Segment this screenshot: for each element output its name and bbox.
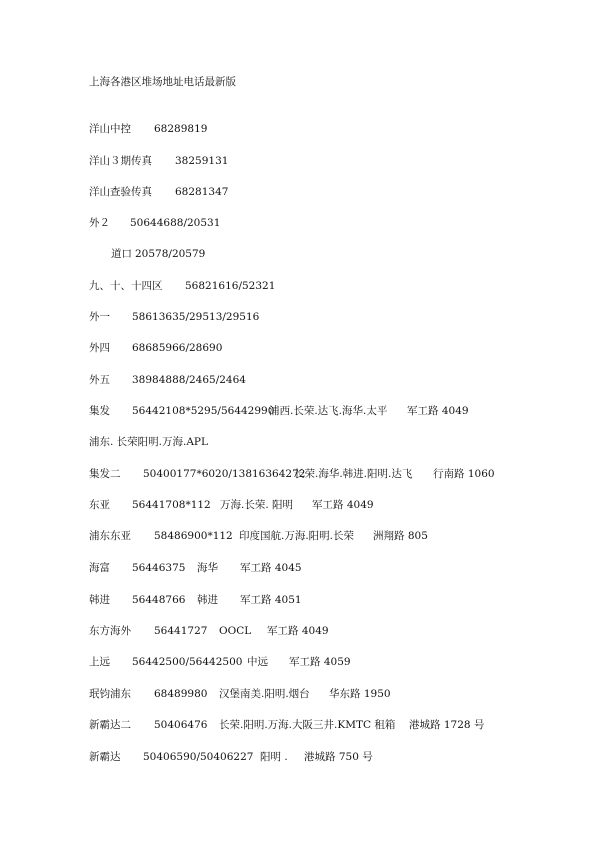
entry-phone: 58613635/29513/29516 — [132, 311, 260, 323]
entry-address: 军工路 4049 — [312, 499, 374, 511]
entry-name: 东亚 — [89, 499, 110, 511]
entry-address: 军工路 4045 — [240, 562, 302, 574]
entry-phone: 68489980 — [154, 688, 208, 700]
entry-phone: 50400177*6020/13816364272 — [143, 468, 306, 480]
entry-lines: 汉堡南美.阳明.烟台 — [219, 688, 310, 700]
entry-lines: 浦西.长荣.达飞.海华.太平 — [269, 405, 388, 417]
entry-lines: 阳明 . — [260, 751, 288, 763]
entry-name: 海富 — [89, 562, 110, 574]
entry-phone: 38259131 — [175, 155, 229, 167]
entry-phone: 56442500/56442500 — [132, 656, 243, 668]
entry-address: 港城路 1728 号 — [409, 719, 485, 731]
entry-phone: 50406590/50406227 — [143, 751, 254, 763]
entry-name: 洋山３期传真 — [89, 155, 152, 167]
entry-name: 外一 — [89, 311, 110, 323]
entry-phone: 20578/20579 — [135, 248, 206, 260]
entry-name: 外四 — [89, 342, 110, 354]
entry-address: 军工路 4051 — [240, 594, 302, 606]
entry-phone: 58486900*112 — [154, 530, 233, 542]
entry-phone: 56448766 — [132, 594, 186, 606]
entry-name: 东方海外 — [89, 625, 131, 637]
entry-address: 港城路 750 号 — [304, 751, 373, 763]
entry-name: 新霸达二 — [89, 719, 131, 731]
entry-phone: 56441708*112 — [132, 499, 211, 511]
entry-lines: 浦东. 长荣阳明.万海.APL — [89, 436, 208, 448]
entry-phone: 68281347 — [175, 186, 229, 198]
entry-name: 浦东东亚 — [89, 530, 131, 542]
entry-name: 外五 — [89, 374, 110, 386]
entry-phone: 56821616/52321 — [185, 280, 276, 292]
entry-lines: 长荣.阳明.万海.大阪三井.KMTC 租箱 — [219, 719, 396, 731]
entry-phone: 56446375 — [132, 562, 186, 574]
entry-lines: OOCL — [219, 625, 252, 637]
entry-lines: 韩进 — [197, 594, 218, 606]
entry-name: 珉钧浦东 — [89, 688, 131, 700]
entry-name: 九、十、十四区 — [89, 280, 163, 292]
entry-address: 行南路 1060 — [433, 468, 495, 480]
entry-phone: 56442108*5295/56442990 — [132, 405, 275, 417]
entry-address: 洲翔路 805 — [373, 530, 428, 542]
entry-phone: 38984888/2465/2464 — [132, 374, 246, 386]
entry-lines: 海华 — [197, 562, 218, 574]
entry-lines: 万海.长荣. 阳明 — [220, 499, 294, 511]
entry-name: 外２ — [89, 217, 110, 229]
entry-name: 韩进 — [89, 594, 110, 606]
entry-name: 上远 — [89, 656, 110, 668]
document-title: 上海各港区堆场地址电话最新版 — [89, 76, 236, 88]
entry-name: 洋山查验传真 — [89, 186, 152, 198]
entry-address: 华东路 1950 — [329, 688, 391, 700]
entry-lines: 印度国航.万海.阳明.长荣 — [239, 530, 355, 542]
entry-name: 集发 — [89, 405, 110, 417]
entry-name: 集发二 — [89, 468, 121, 480]
entry-lines: 中远 — [247, 656, 268, 668]
entry-phone: 68289819 — [154, 123, 208, 135]
entry-name: 新霸达 — [89, 751, 121, 763]
entry-phone: 56441727 — [154, 625, 208, 637]
entry-phone: 50406476 — [154, 719, 208, 731]
entry-address: 军工路 4049 — [267, 625, 329, 637]
entry-address: 军工路 4059 — [289, 656, 351, 668]
entry-lines: 长荣.海华.韩进.阳明.达飞 — [294, 468, 413, 480]
entry-phone: 50644688/20531 — [130, 217, 221, 229]
entry-address: 军工路 4049 — [407, 405, 469, 417]
entry-name: 洋山中控 — [89, 123, 131, 135]
entry-name: 道口 — [111, 248, 132, 260]
entry-phone: 68685966/28690 — [132, 342, 223, 354]
